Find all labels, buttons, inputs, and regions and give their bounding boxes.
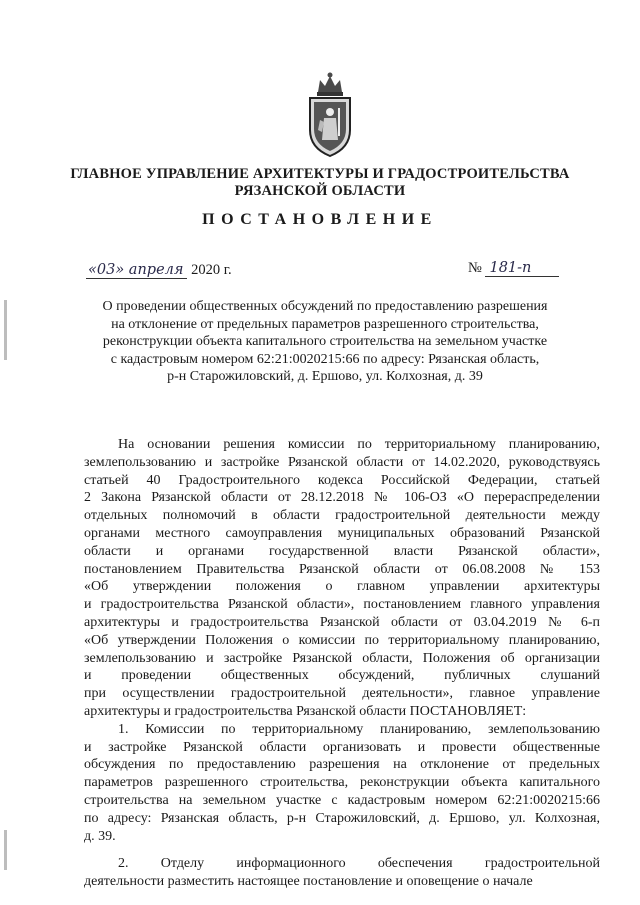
scan-edge-mark: [4, 830, 7, 870]
organization-name-line2: РЯЗАНСКОЙ ОБЛАСТИ: [234, 183, 406, 199]
body-line: при осуществлении градостроительной деятельности», главное управление: [84, 686, 600, 702]
body-line: и проведении общественных обсуждений, публичных слушаний: [84, 668, 600, 684]
body-line: 1. Комиссии по территориальному планированию, землепользованию: [118, 721, 600, 737]
body-line: отдельных полномочий в области градостроительной деятельности между: [84, 508, 600, 524]
body-line: органами местного самоуправления муниципальных образований Рязанской: [84, 525, 600, 541]
body-line: архитектуры и градостроительства Рязанской области от 03.04.2019 № 6-п: [84, 614, 600, 630]
subject-line: О проведении общественных обсуждений по предоставлению разрешения: [102, 299, 548, 314]
body-line: обсуждения по предоставлению разрешения на отклонение от предельных: [84, 757, 600, 773]
number-handwritten: 181-п: [485, 260, 559, 277]
body-line: деятельности разместить настоящее постановление и оповещение о начале: [84, 874, 533, 890]
body-line: строительства на земельном участке с кадастровым номером 62:21:0020215:66: [84, 792, 600, 808]
body-line: д. 39.: [84, 828, 116, 844]
organization-name-line1: ГЛАВНОЕ УПРАВЛЕНИЕ АРХИТЕКТУРЫ И ГРАДОСТРОИТЕЛЬСТВА: [70, 166, 570, 182]
body-line: землепользованию и застройке Рязанской области от 14.02.2020, руководствуясь: [84, 454, 600, 470]
date-year: 2020 г.: [191, 262, 232, 278]
subject-line: с кадастровым номером 62:21:0020215:66 по адресу: Рязанская область,: [110, 351, 540, 367]
date-handwritten: «03» апреля: [86, 262, 187, 279]
body-line: по адресу: Рязанская область, р-н Старожиловский, д. Ершово, ул. Колхозная,: [84, 810, 600, 826]
body-text: [84, 436, 600, 891]
body-line: статьей 40 Градостроительного кодекса Российской Федерации, статьей: [84, 472, 600, 488]
document-type-title: ПОСТАНОВЛЕНИЕ: [202, 211, 438, 228]
body-line: архитектуры и градостроительства Рязанской области ПОСТАНОВЛЯЕТ:: [84, 703, 527, 719]
body-line: области и органами государственной власти Рязанской области»,: [84, 543, 600, 559]
body-line: и градостроительства Рязанской области», постановлением главного управления: [84, 597, 600, 613]
subject-line: р-н Старожиловский, д. Ершово, ул. Колхозная, д. 39: [167, 369, 483, 384]
body-line: На основании решения комиссии по территориальному планированию,: [118, 437, 600, 452]
body-line-spacer: [84, 845, 600, 855]
body-line: и застройке Рязанской области организовать и провести общественные: [84, 739, 600, 755]
subject-block: [90, 298, 560, 386]
date-field: [86, 262, 232, 279]
subject-line: на отклонение от предельных параметров разрешенного строительства,: [111, 316, 539, 332]
scan-edge-mark: [4, 300, 7, 360]
body-line: параметров разрешенного строительства, реконструкции объекта капитального: [84, 775, 600, 791]
body-line: 2 Закона Рязанской области от 28.12.2018 № 106-ОЗ «О перераспределении: [84, 490, 600, 506]
coat-of-arms-emblem: [300, 70, 360, 158]
body-line: «Об утверждении Положения о комиссии по территориальному планированию,: [84, 632, 600, 648]
document-number-field: [468, 260, 559, 277]
body-line: постановлением Правительства Рязанской области от 06.08.2008 № 153: [84, 561, 600, 577]
number-sign: №: [468, 260, 482, 276]
body-line: 2. Отделу информационного обеспечения градостроительной: [118, 856, 600, 872]
subject-line: реконструкции объекта капитального строительства на земельном участке: [102, 334, 548, 349]
body-line: «Об утверждении положения о главном управлении архитектуры: [84, 579, 600, 595]
body-line: землепользованию и застройке Рязанской области, Положения об организации: [84, 650, 600, 666]
